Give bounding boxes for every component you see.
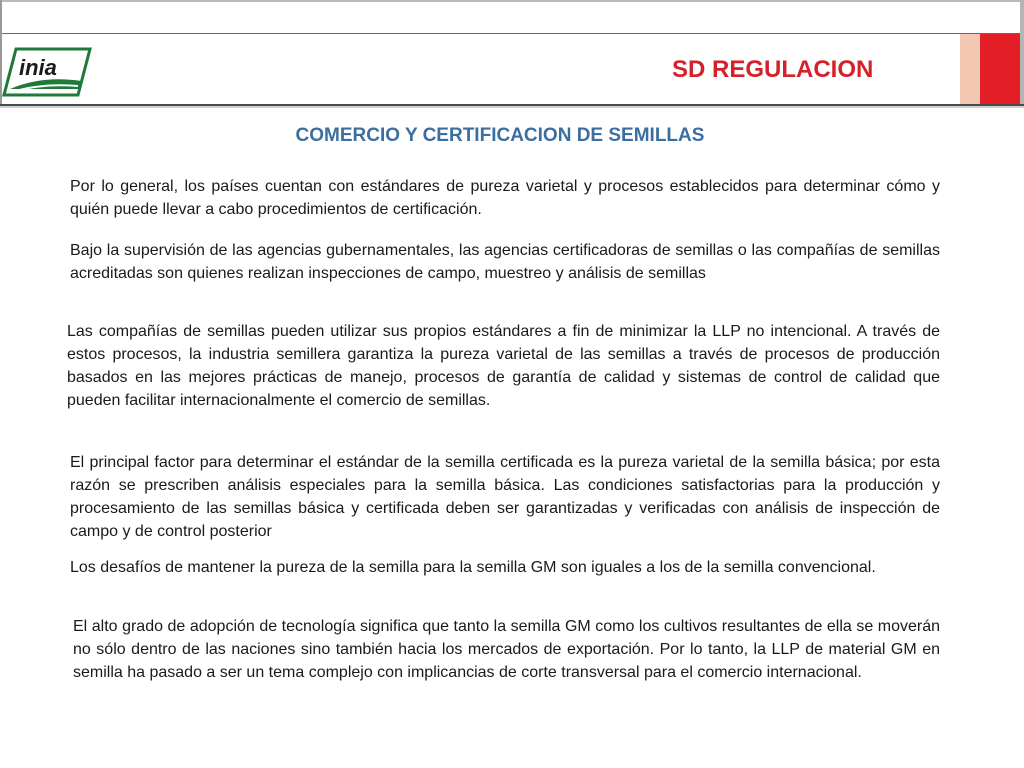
paragraph-6: El alto grado de adopción de tecnología significa que tanto la semilla GM como los cultivos resultantes de ella se moverán no sólo dentro de las naciones sino también hacia los mercados de exportación. Por lo tanto, la LLP de material GM en semilla ha pasado a ser un tema complejo con implicancias de corte transversal para el comercio internacional.: [73, 618, 940, 681]
paragraph-5: Los desafíos de mantener la pureza de la semilla para la semilla GM son iguales a los de la semilla convencional.: [70, 559, 876, 576]
right-edge: [1020, 0, 1024, 108]
paragraph-2: Bajo la supervisión de las agencias gubernamentales, las agencias certificadoras de semillas o las compañías de semillas acreditadas son quienes realizan inspecciones de campo, muestreo y análisis de semillas: [70, 242, 940, 282]
top-band: [0, 0, 1024, 34]
inia-logo: [2, 45, 92, 99]
header-accent-light: [960, 34, 980, 104]
header-rule-shadow: [0, 106, 1024, 108]
top-rule: [0, 33, 1024, 34]
paragraph-1: Por lo general, los países cuentan con estándares de pureza varietal y procesos establecidos para determinar cómo y quién puede llevar a cabo procedimientos de certificación.: [70, 178, 940, 218]
logo-text: inia: [19, 55, 57, 80]
paragraph-3: Las compañías de semillas pueden utilizar sus propios estándares a fin de minimizar la LLP no intencional. A través de estos procesos, la industria semillera garantiza la pureza varietal de las semillas a través de procesos de producción basados en las mejores prácticas de manejo, procesos de garantía de calidad y sistemas de control de calidad que pueden facilitar internacionalmente el comercio de semillas.: [67, 323, 940, 409]
slide-title: SD REGULACION: [672, 56, 874, 83]
paragraph-4: El principal factor para determinar el estándar de la semilla certificada es la pureza varietal de la semilla básica; por esta razón se prescriben análisis especiales para la semilla básica. Las condiciones satisfactorias para la producción y procesamiento de las semillas básica y certificada deben ser garantizadas y verificadas con análisis de inspección de campo y de control posterior: [70, 454, 940, 540]
header-accent-red: [980, 34, 1020, 104]
section-subtitle: COMERCIO Y CERTIFICACION DE SEMILLAS: [295, 125, 705, 146]
